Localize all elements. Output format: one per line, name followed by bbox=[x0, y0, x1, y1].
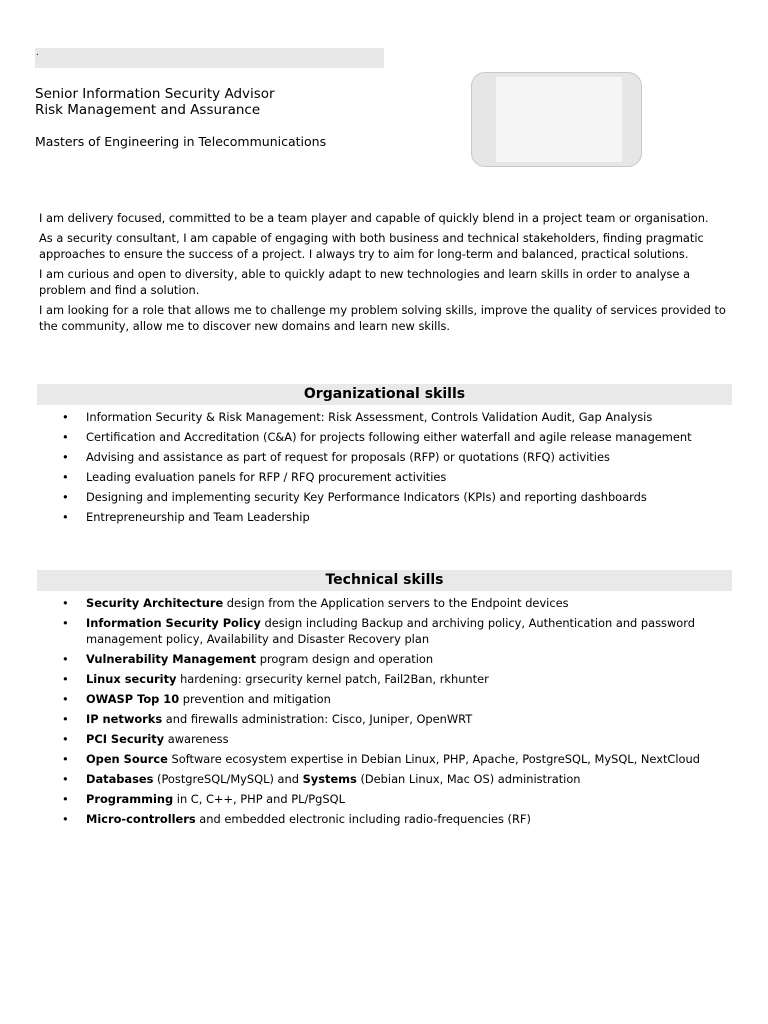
skill-name: Linux security bbox=[86, 672, 177, 686]
degree: Masters of Engineering in Telecommunications bbox=[35, 134, 327, 149]
bullet: • bbox=[62, 596, 69, 610]
skill-detail: (Debian Linux, Mac OS) administration bbox=[356, 772, 581, 786]
bullet: • bbox=[62, 450, 69, 464]
technical-skills-heading: Technical skills bbox=[37, 570, 732, 591]
list-item bbox=[0, 595, 740, 611]
skill-name: Micro-controllers bbox=[86, 812, 196, 826]
skill-name: PCI Security bbox=[86, 732, 165, 746]
bullet: • bbox=[62, 616, 69, 630]
skill-text: Certification and Accreditation (C&A) for projects following either waterfall and agile release management bbox=[86, 430, 692, 444]
organizational-skills-list bbox=[0, 409, 740, 529]
list-item bbox=[0, 691, 740, 707]
skill-name: OWASP Top 10 bbox=[86, 692, 180, 706]
photo-inner bbox=[496, 77, 622, 162]
bullet: • bbox=[62, 792, 69, 806]
bullet: • bbox=[62, 712, 69, 726]
job-subtitle: Risk Management and Assurance bbox=[35, 102, 261, 118]
bullet: • bbox=[62, 430, 69, 444]
skill-name: Programming bbox=[86, 792, 174, 806]
name-bar bbox=[35, 48, 384, 68]
summary-paragraph: I am delivery focused, committed to be a team player and capable of quickly blend in a project team or organisation. bbox=[39, 211, 709, 225]
skill-detail: prevention and mitigation bbox=[179, 692, 331, 706]
list-item bbox=[0, 711, 740, 727]
list-item bbox=[0, 791, 740, 807]
bullet: • bbox=[62, 812, 69, 826]
skill-text: Entrepreneurship and Team Leadership bbox=[86, 510, 310, 524]
organizational-skills-heading: Organizational skills bbox=[37, 384, 732, 405]
summary-paragraph: I am curious and open to diversity, able to quickly adapt to new technologies and learn skills in order to analyse a problem and find a solution. bbox=[39, 266, 691, 297]
bullet: • bbox=[62, 510, 69, 524]
skill-text: Designing and implementing security Key Performance Indicators (KPIs) and reporting dashboards bbox=[86, 490, 647, 504]
list-item bbox=[0, 615, 740, 647]
list-item bbox=[0, 409, 740, 425]
skill-text: Leading evaluation panels for RFP / RFQ procurement activities bbox=[86, 470, 447, 484]
skill-name: Systems bbox=[302, 772, 357, 786]
list-item bbox=[0, 811, 740, 827]
skill-name: Open Source bbox=[86, 752, 168, 766]
list-item bbox=[0, 771, 740, 787]
bullet: • bbox=[62, 410, 69, 424]
list-item bbox=[0, 429, 740, 445]
skill-detail: Software ecosystem expertise in Debian Linux, PHP, Apache, PostgreSQL, MySQL, NextCloud bbox=[167, 752, 700, 766]
skill-text: Advising and assistance as part of request for proposals (RFP) or quotations (RFQ) activities bbox=[86, 450, 610, 464]
bullet: • bbox=[62, 652, 69, 666]
skill-detail: awareness bbox=[164, 732, 229, 746]
summary bbox=[39, 210, 739, 338]
bullet: • bbox=[62, 732, 69, 746]
skill-detail: program design and operation bbox=[256, 652, 434, 666]
list-item bbox=[0, 731, 740, 747]
skill-detail: design including Backup and archiving policy, Authentication and password management policy, Availability and Disaster Recovery plan bbox=[86, 616, 695, 646]
skill-name: Databases bbox=[86, 772, 154, 786]
skill-name: Vulnerability Management bbox=[86, 652, 257, 666]
list-item bbox=[0, 489, 740, 505]
bullet: • bbox=[62, 752, 69, 766]
skill-detail: and embedded electronic including radio-frequencies (RF) bbox=[195, 812, 531, 826]
list-item bbox=[0, 751, 740, 767]
list-item bbox=[0, 671, 740, 687]
bullet: • bbox=[62, 772, 69, 786]
skill-text: Information Security & Risk Management: Risk Assessment, Controls Validation Audit, Gap Analysis bbox=[86, 410, 653, 424]
skill-detail: and firewalls administration: Cisco, Juniper, OpenWRT bbox=[162, 712, 473, 726]
skill-detail: hardening: grsecurity kernel patch, Fail2Ban, rkhunter bbox=[176, 672, 489, 686]
skill-detail: in C, C++, PHP and PL/PgSQL bbox=[173, 792, 345, 806]
skill-name: Information Security Policy bbox=[86, 616, 261, 630]
bullet: • bbox=[62, 672, 69, 686]
list-item bbox=[0, 509, 740, 525]
list-item bbox=[0, 651, 740, 667]
bullet: • bbox=[62, 470, 69, 484]
list-item bbox=[0, 469, 740, 485]
skill-detail: (PostgreSQL/MySQL) and bbox=[153, 772, 303, 786]
summary-paragraph: As a security consultant, I am capable of engaging with both business and technical stakeholders, finding pragmatic approaches to ensure the success of a project. I always try to aim for long-term and balanced, practical solutions. bbox=[39, 230, 704, 261]
technical-skills-list bbox=[0, 595, 740, 831]
bullet: • bbox=[62, 692, 69, 706]
summary-paragraph: I am looking for a role that allows me to challenge my problem solving skills, improve the quality of services provided to the community, allow me to discover new domains and learn new skills. bbox=[39, 302, 726, 333]
job-title: Senior Information Security Advisor bbox=[35, 86, 275, 102]
bullet: • bbox=[62, 490, 69, 504]
skill-name: Security Architecture bbox=[86, 596, 224, 610]
profile-photo-placeholder bbox=[471, 72, 642, 167]
skill-detail: design from the Application servers to the Endpoint devices bbox=[223, 596, 569, 610]
name-bar-mark: . bbox=[36, 48, 39, 58]
list-item bbox=[0, 449, 740, 465]
skill-name: IP networks bbox=[86, 712, 163, 726]
